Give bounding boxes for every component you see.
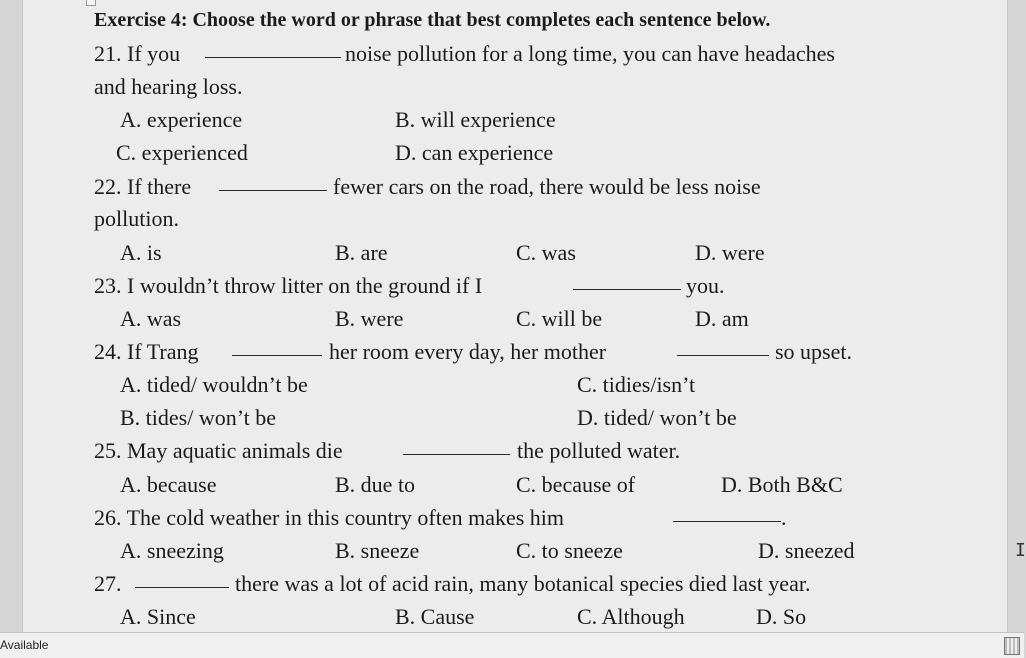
q25-option-c: C. because of xyxy=(516,472,636,497)
q26-option-a: A. sneezing xyxy=(120,538,224,563)
q24-answer-blank-2[interactable] xyxy=(677,355,769,356)
heading-text: Exercise 4: Choose the word or phrase that best completes each sentence below. xyxy=(94,9,771,31)
q23-stem-part-2: you. xyxy=(686,273,725,298)
q25-option-b: B. due to xyxy=(335,472,416,497)
q24-option-b: B. tides/ won’t be xyxy=(120,405,277,430)
q27-option-c: C. Although xyxy=(577,604,685,629)
q24-option-d: D. tided/ won’t be xyxy=(577,405,737,430)
q24-stem-part-1: 24. If Trang xyxy=(94,339,199,364)
q23-option-c: C. will be xyxy=(516,306,603,331)
q23-stem-part-1: 23. I wouldn’t throw litter on the ground if I xyxy=(94,273,483,298)
q21-option-d: D. can experience xyxy=(395,140,554,165)
q22-continuation-text: pollution. xyxy=(94,206,179,231)
q27-option-b: B. Cause xyxy=(395,604,475,629)
q26-stem-part-2: . xyxy=(781,505,787,530)
q27-answer-blank[interactable] xyxy=(135,587,229,588)
layout-icon[interactable] xyxy=(1004,637,1020,655)
q25-stem-part-1: 25. May aquatic animals die xyxy=(94,438,343,463)
q22-stem-part-1: 22. If there xyxy=(94,174,192,199)
q22-stem-part-2: fewer cars on the road, there would be less noise xyxy=(333,174,761,199)
q26-option-b: B. sneeze xyxy=(335,538,420,563)
q26-answer-blank[interactable] xyxy=(673,521,781,522)
q23-option-b: B. were xyxy=(335,306,404,331)
q21-stem-part-1: 21. If you xyxy=(94,41,181,66)
status-bar xyxy=(0,632,1024,658)
q22-option-c: C. was xyxy=(516,240,576,265)
q23-answer-blank[interactable] xyxy=(573,289,681,290)
q26-option-c: C. to sneeze xyxy=(516,538,623,563)
q24-option-c: C. tidies/isn’t xyxy=(577,372,696,397)
q25-answer-blank[interactable] xyxy=(403,454,510,455)
q21-option-c: C. experienced xyxy=(116,140,248,165)
status-text: Available xyxy=(0,638,49,652)
q23-option-d: D. am xyxy=(695,306,749,331)
q24-stem-part-3: so upset. xyxy=(775,339,852,364)
q22-option-b: B. are xyxy=(335,240,388,265)
document-page xyxy=(22,0,1008,632)
q25-stem-part-2: the polluted water. xyxy=(517,438,681,463)
q24-option-a: A. tided/ wouldn’t be xyxy=(120,372,308,397)
q23-option-a: A. was xyxy=(120,306,182,331)
q21-option-a: A. experience xyxy=(120,107,243,132)
q21-option-b: B. will experience xyxy=(395,107,556,132)
q21-stem-part-2: noise pollution for a long time, you can have headaches xyxy=(345,41,835,66)
q27-option-d: D. So xyxy=(756,604,807,629)
q21-answer-blank[interactable] xyxy=(205,57,341,58)
q24-stem-part-2: her room every day, her mother xyxy=(329,339,607,364)
q22-option-d: D. were xyxy=(695,240,765,265)
q22-answer-blank[interactable] xyxy=(219,190,327,191)
text-cursor-icon: I xyxy=(1015,540,1026,561)
q25-option-a: A. because xyxy=(120,472,217,497)
q25-option-d: D. Both B&C xyxy=(721,472,843,497)
q26-option-d: D. sneezed xyxy=(758,538,855,563)
q21-continuation-text: and hearing loss. xyxy=(94,74,243,99)
q24-answer-blank-1[interactable] xyxy=(232,355,322,356)
q26-stem-part-1: 26. The cold weather in this country often makes him xyxy=(94,505,565,530)
q27-stem-part-1: 27. xyxy=(94,571,122,596)
q27-stem-part-2: there was a lot of acid rain, many botanical species died last year. xyxy=(235,571,811,596)
q22-option-a: A. is xyxy=(120,240,162,265)
q27-option-a: A. Since xyxy=(120,604,196,629)
